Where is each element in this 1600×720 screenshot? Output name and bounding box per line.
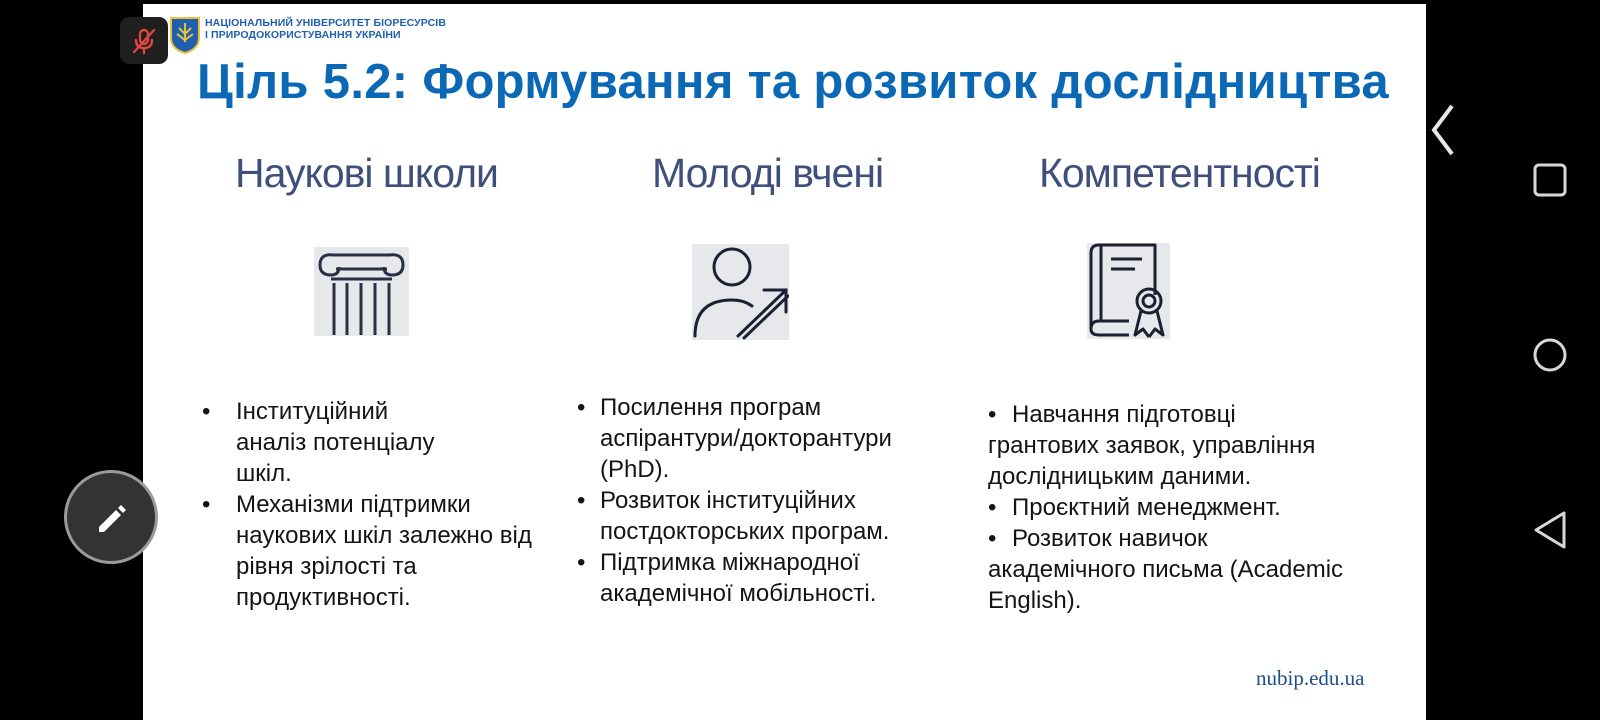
circle-home-icon <box>1532 337 1568 373</box>
bullet-text: Проєктний менеджмент. <box>1012 494 1281 521</box>
triangle-back-icon <box>1532 511 1568 549</box>
bullet-dot: • <box>988 401 997 428</box>
bullet-text: Підтримка міжнародної академічної мобільності. <box>600 549 877 607</box>
bullet-text: Розвиток навичок академічного письма (Academic English). <box>988 525 1344 614</box>
university-logo <box>169 16 201 54</box>
presentation-slide <box>143 4 1426 720</box>
university-name-line2: І ПРИРОДОКОРИСТУВАННЯ УКРАЇНИ <box>205 29 401 41</box>
bullet-dot: • <box>988 494 997 521</box>
home-button[interactable] <box>1530 335 1570 375</box>
pencil-icon <box>91 497 131 537</box>
bullet-item <box>577 485 937 547</box>
column-heading-competencies: Компетентності <box>1039 150 1320 196</box>
certificate-book-icon <box>1087 243 1170 339</box>
recents-button[interactable] <box>1530 160 1570 200</box>
bullet-item <box>577 547 937 609</box>
column-pillar-icon <box>314 247 409 336</box>
chevron-left-icon <box>1430 102 1456 158</box>
bullet-text: Механізми підтримки наукових шкіл залежно від рівня зрілості та продуктивності. <box>236 491 532 611</box>
footer-url: nubip.edu.ua <box>1256 666 1365 690</box>
column-heading-young-scientists: Молоді вчені <box>652 150 884 196</box>
university-name-line1: НАЦІОНАЛЬНИЙ УНІВЕРСИТЕТ БІОРЕСУРСІВ <box>205 17 446 29</box>
bullet-dot: • <box>988 525 997 552</box>
column-3-bullet-list <box>988 399 1348 616</box>
mute-toggle-button[interactable] <box>120 17 168 64</box>
collapse-panel-button[interactable] <box>1428 100 1458 160</box>
bullet-item <box>202 396 522 489</box>
bullet-text: Навчання підготовці грантових заявок, управління дослідницьким даними. <box>988 401 1316 490</box>
bullet-text: Розвиток інституційних постдокторських програм. <box>600 487 890 545</box>
back-button[interactable] <box>1530 510 1570 550</box>
square-recents-icon <box>1533 163 1567 197</box>
bullet-item <box>202 489 532 613</box>
column-2-bullet-list <box>577 392 937 609</box>
person-growth-icon <box>692 244 789 340</box>
mic-off-icon <box>129 26 159 56</box>
bullet-item <box>577 392 937 485</box>
bullet-item <box>988 399 1348 492</box>
bullet-item <box>988 492 1348 523</box>
university-name <box>205 17 446 41</box>
annotate-button[interactable] <box>64 470 158 564</box>
bullet-item <box>988 523 1348 616</box>
bullet-text: Посилення програм аспірантури/докторантури (PhD). <box>600 394 892 483</box>
slide-title: Ціль 5.2: Формування та розвиток дослідництва <box>197 55 1389 109</box>
bullet-text: Інституційний аналіз потенціалу шкіл. <box>236 398 435 487</box>
column-1-bullet-list <box>202 396 532 613</box>
column-heading-scientific-schools: Наукові школи <box>235 150 498 196</box>
